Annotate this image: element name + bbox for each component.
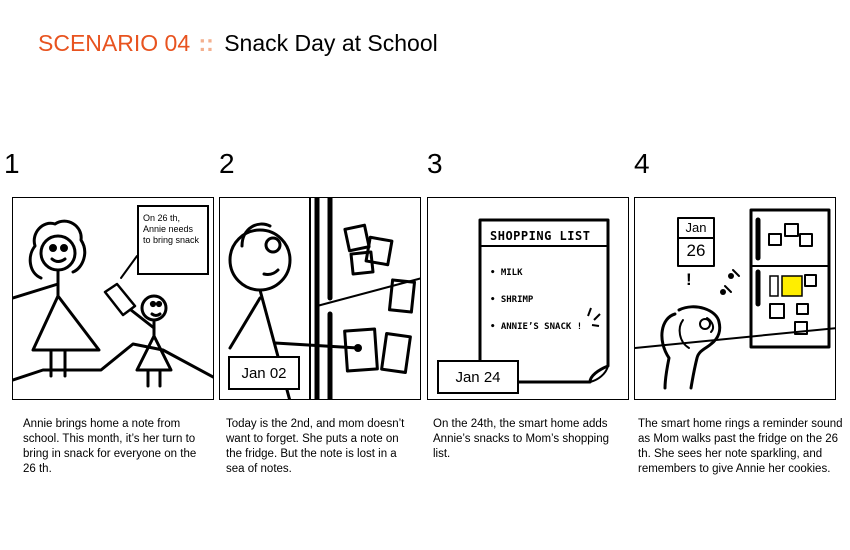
calendar-month: Jan (685, 220, 707, 235)
scenario-title: Snack Day at School (224, 30, 438, 56)
scenario-label: SCENARIO 04 (38, 30, 191, 56)
caption-4: The smart home rings a reminder sound as Mom walks past the fridge on the 26 th. She sees her note sparkling, and remembers to give Annie her cookies. (638, 418, 843, 475)
title-separator: :: (198, 30, 214, 56)
panel-3 (427, 197, 629, 400)
panel-1 (12, 197, 214, 400)
shopping-list-title: SHOPPING LIST (490, 229, 591, 243)
panel-4-illustration (635, 198, 836, 400)
list-item-shrimp: • SHRIMP (490, 295, 534, 305)
panel-number-2: 2 (219, 148, 235, 179)
panel-number-1: 1 (4, 148, 20, 179)
caption-2: Today is the 2nd, and mom doesn’t want to forget. She puts a note on the fridge. But the note is lost in a sea of notes. (226, 418, 405, 475)
page-title (38, 30, 438, 57)
list-item-milk: • MILK (490, 268, 523, 278)
panel-number-3: 3 (427, 148, 443, 179)
panel-4 (634, 197, 836, 400)
school-note: On 26 th, Annie needs to bring snack (137, 205, 209, 275)
date-jan-24: Jan 24 (437, 360, 519, 394)
calendar-day: 26 (686, 241, 706, 260)
alert-exclamation: ! (686, 270, 692, 289)
date-jan-02: Jan 02 (228, 356, 300, 390)
panel-number-4: 4 (634, 148, 650, 179)
panel-2 (219, 197, 421, 400)
list-item-annies-snack: • ANNIE’S SNACK ! (490, 322, 583, 332)
caption-1: Annie brings home a note from school. This month, it’s her turn to bring in snack for everyone on the 26 th. (23, 418, 197, 475)
caption-3: On the 24th, the smart home adds Annie’s snacks to Mom’s shopping list. (433, 418, 610, 460)
